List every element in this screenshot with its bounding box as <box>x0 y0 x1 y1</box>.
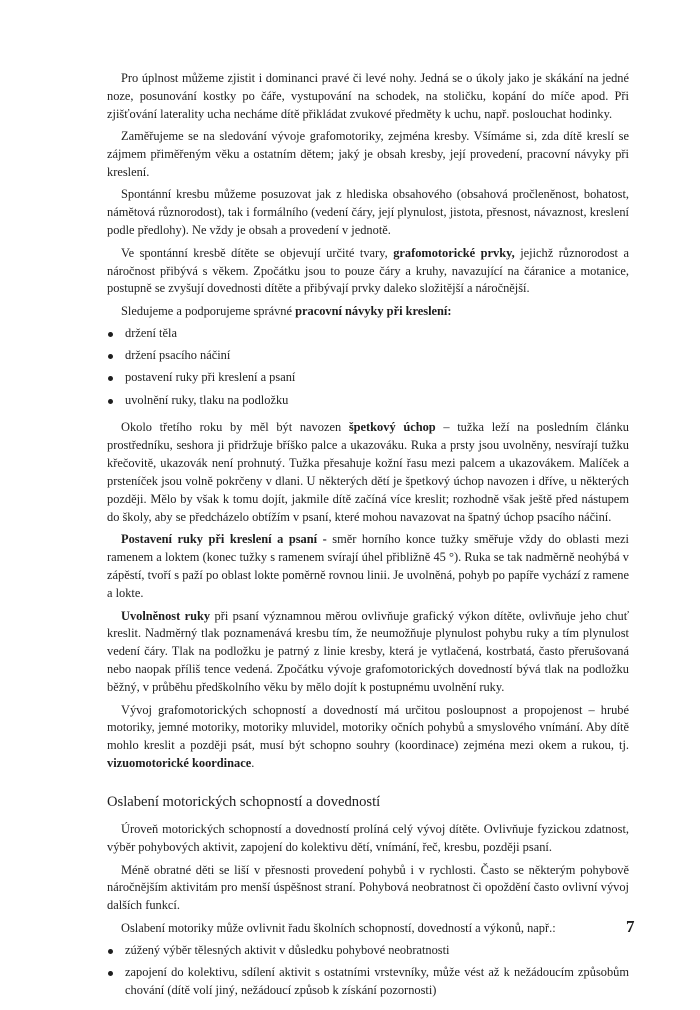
paragraph-uvolnenost-ruky <box>107 608 629 698</box>
text-run: Sledujeme a podporujeme správné <box>121 303 296 318</box>
list-item-text: zúžený výběr tělesných aktivit v důsledku pohybové neobratnosti <box>125 943 450 958</box>
paragraph-spetkovy-uchop <box>107 419 629 526</box>
paragraph-dominance: Pro úplnost můžeme zjistit i dominanci pravé či levé nohy. Jedná se o úkoly jako je skákání na jedné noze, posunování kostky po čáře, vystupování na schodek, na stoličku, kopání do míče apod. Při zjišťování laterality ucha necháme dítě přikládat zvukové předměty k uchu, např. poslouchat hodinky. <box>107 71 629 121</box>
list-item-text: uvolnění ruky, tlaku na podložku <box>125 392 289 407</box>
list-item-text: postavení ruky při kreslení a psaní <box>125 370 296 385</box>
paragraph-spontanni-kresba: Spontánní kresbu můžeme posuzovat jak z hlediska obsahového (obsahová pročleněnost, bohatost, námětová různorodost), tak i formálního (vedení čáry, její plynulost, jistota, přesnost, návaznost, kreslení podle předlohy). Ne vždy je obsah a provedení v jednotě. <box>107 187 629 238</box>
paragraph-grafomotoricke-prvky <box>107 245 629 299</box>
bullet-icon <box>108 376 113 381</box>
section-heading: Oslabení motorických schopností a dovedností <box>107 794 381 811</box>
list-item <box>107 347 629 365</box>
list-item <box>107 369 629 387</box>
text-run: Ve spontánní kresbě dítěte se objevují určité tvary, <box>121 245 394 260</box>
list-item <box>107 964 629 1000</box>
paragraph-grafomotorika: Zaměřujeme se na sledování vývoje grafomotoriky, zejména kresby. Všímáme si, zda dítě kreslí se zájmem přiměřeným věku a ostatním dětem; jaký je obsah kresby, její provedení, pracovní návyky při kreslení. <box>107 129 629 180</box>
list-item <box>107 325 629 343</box>
text-run: Vývoj grafomotorických schopností a dovedností má určitou posloupnost a propojenost – hrubé motoriky, jemné motoriky, motoriky mluvidel, motoriky očních pohybů a smyslového vnímání. Aby dítě mohlo kreslit a později psát, musí být schopno souhry (koordinace) zejména mezi okem a rukou, tj. <box>107 702 629 753</box>
bullet-icon <box>108 971 113 976</box>
list-item-text: zapojení do kolektivu, sdílení aktivit s ostatními vrstevníky, může vést až k nežádoucím způsobům chování (dítě volí jiný, nežádoucí způsob k získání pozornosti) <box>125 965 629 998</box>
bold-term: špetkový úchop <box>348 420 436 435</box>
list-item <box>107 942 629 960</box>
list-item-text: držení psacího náčiní <box>125 348 231 363</box>
bold-term: Postavení ruky při kreslení a psaní - <box>121 532 327 547</box>
text-run: jejichž různorodost a náročnost přibývá s věkem. Zpočátku jsou to pouze čáry a kruhy, navazující na čáranice a motanice, postupně se zvyšují dovednosti dítěte a přibývají prvky daleko složitější a náročnější. <box>107 245 629 296</box>
bullet-icon <box>108 332 113 337</box>
list-item <box>107 392 629 410</box>
list-item-text: držení těla <box>125 326 177 341</box>
bold-term: pracovní návyky při kreslení: <box>295 303 452 318</box>
paragraph-mene-obratne: Méně obratné děti se liší v přesnosti provedení pohybů i v rychlosti. Často se některým pohybově náročnějším aktivitám pro menší úspěšnost straní. Pohybová neobratnost či opoždění často ovlivní vývoj dalších funkcí. <box>107 862 629 913</box>
paragraph-oslabeni: Oslabení motoriky může ovlivnit řadu školních schopností, dovedností a výkonů, např.: <box>121 920 556 935</box>
bold-term: vizuomotorické koordinace <box>107 756 252 771</box>
bold-term: grafomotorické prvky, <box>393 245 515 260</box>
paragraph-vyvoj <box>107 702 629 774</box>
text-run: Okolo třetího roku by měl být navozen <box>121 420 349 435</box>
text-run: . <box>251 756 255 771</box>
bullet-list-navyky <box>107 325 629 409</box>
page-number: 7 <box>626 917 635 936</box>
text-run: při psaní významnou měrou ovlivňuje grafický výkon dítěte, ovlivňuje jeho chuť kreslit. Nadměrný tlak poznamenává kresbu tím, že neumožňuje plynulost pohybu ruky a tím plynulost vedení čáry. Tlak na podložku je patrný z linie kresby, která je vytlačená, kostrbatá, často přerušovaná nebo naopak příliš tence vedená. Zpočátku vývoje grafomotorických dovedností bývá tlak na podložku běžný, v průběhu předškolního věku by mělo dojít k postupnému uvolnění ruky. <box>107 608 629 695</box>
text-run: – tužka leží na posledním článku prostředníku, seshora ji přidržuje bříško palce a ukazováku. Ruka a prsty jsou uvolněny, nesvírají tužku křečovitě, ukazovák není prohnutý. Tužka přesahuje kožní řasu mezi palcem a ukazovákem. Malíček a prsteníček jsou volně pokrčeny v dlani. U některých dětí je špetkový úchop navozen i dříve, u některých později. Mělo by však k tomu dojít, jakmile dítě začíná více kreslit; rozhodně však ještě před nástupem do školy, aby se předcházelo obtížím v psaní, které mohou navazovat na špatný úchop psacího náčiní. <box>107 420 629 524</box>
bullet-list-oslabeni <box>107 942 629 1000</box>
paragraph-pracovni-navyky <box>107 303 629 321</box>
bold-term: Uvolněnost ruky <box>121 608 211 623</box>
paragraph-postaveni-ruky <box>107 531 629 603</box>
paragraph-uroven: Úroveň motorických schopností a dovedností prolíná celý vývoj dítěte. Ovlivňuje fyzickou zdatnost, výběr pohybových aktivit, zapojení do kolektivu dětí, vnímání, řeč, kresbu, později psaní. <box>107 822 629 855</box>
bullet-icon <box>108 354 113 359</box>
bullet-icon <box>108 399 113 404</box>
page-text <box>107 70 629 1010</box>
bullet-icon <box>108 949 113 954</box>
text-run: směr horního konce tužky směřuje vždy do oblasti mezi ramenem a loktem (konec tužky s ramenem svírají úhel přibližně 45 °). Ruka se tak nadměrně neohýbá v zápěstí, tvoří s paží po oblast lokte poměrně rovnou linii. Je uvolněná, pohyb po papíře vychází z ramene a lokte. <box>107 532 629 601</box>
